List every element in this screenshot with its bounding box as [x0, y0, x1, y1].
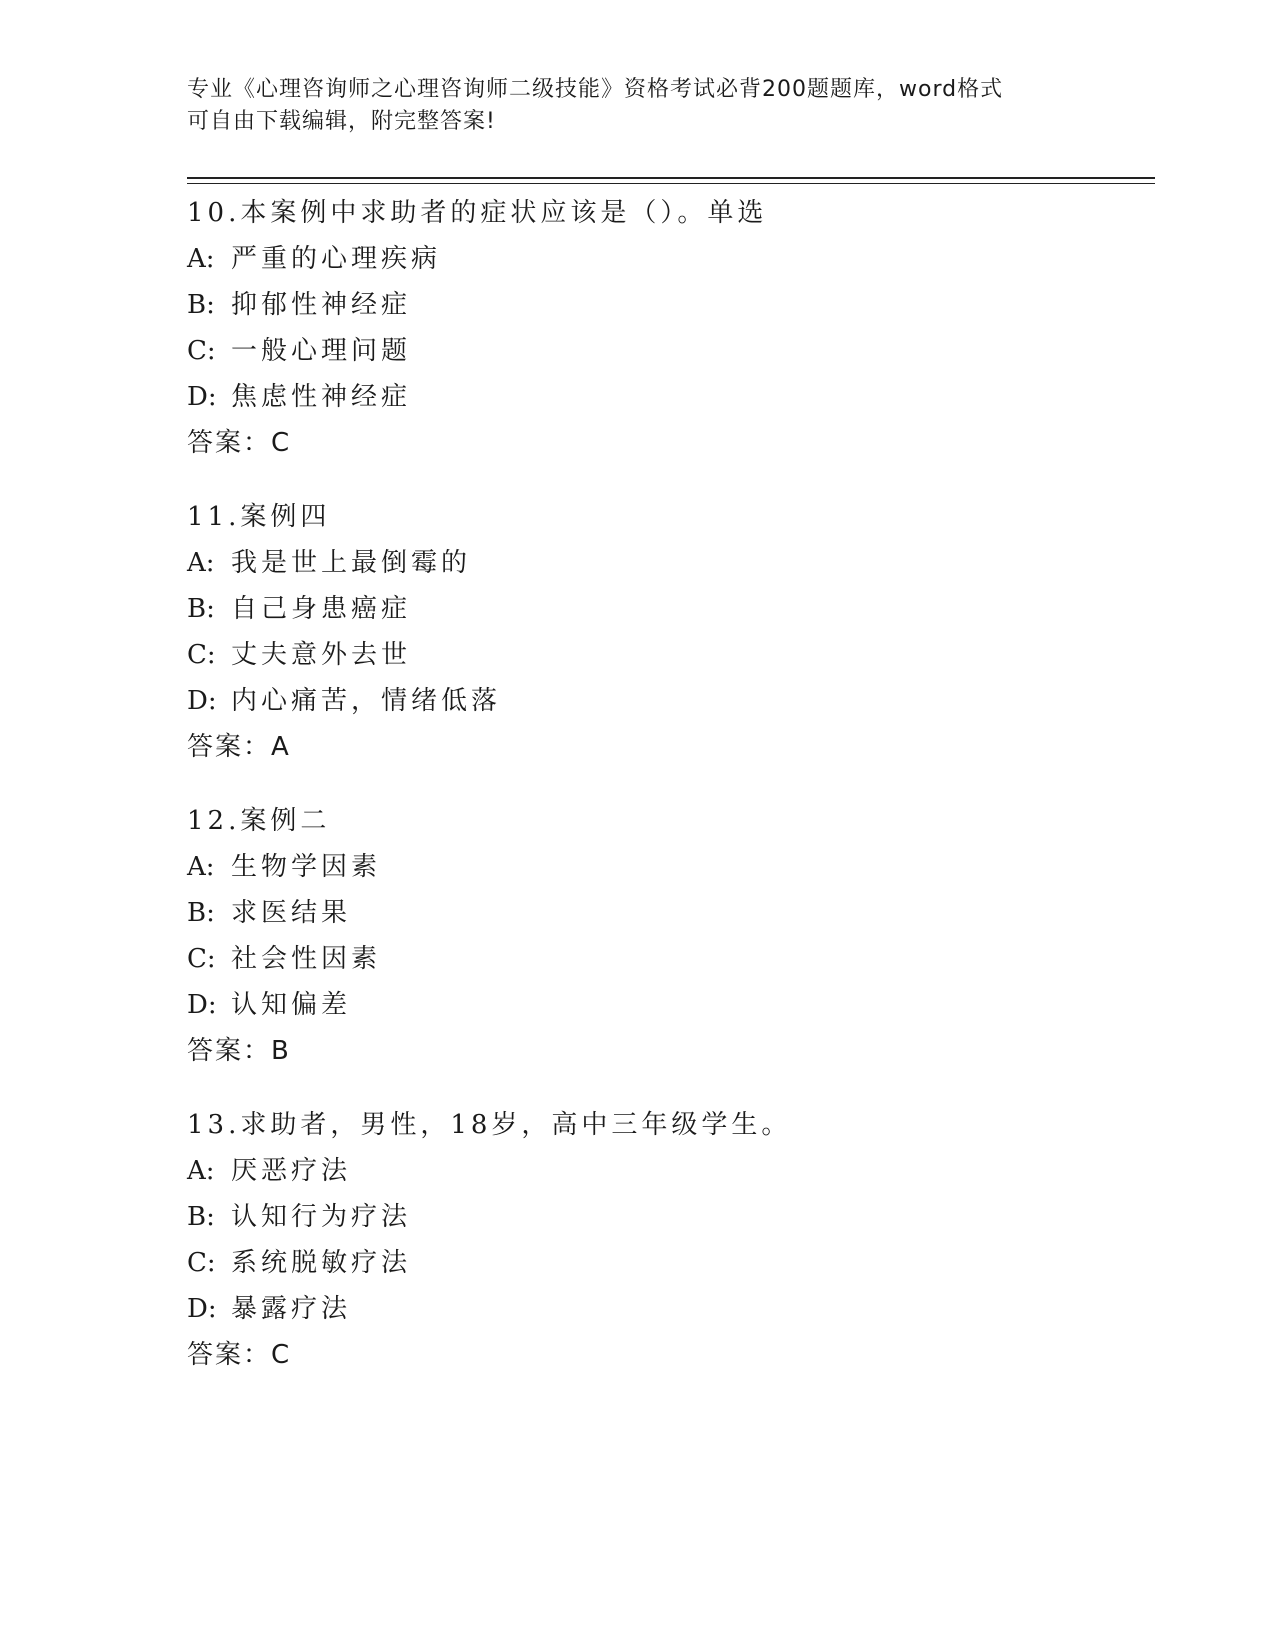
option-text: 认知行为疗法 — [231, 1202, 412, 1232]
document-header — [187, 74, 1087, 138]
option-letter: C: — [187, 640, 216, 670]
option-b — [187, 1194, 1147, 1240]
header-line-2: 可自由下载编辑，附完整答案! — [187, 109, 496, 134]
question-stem: 13.求助者，男性，18岁，高中三年级学生。 — [187, 1110, 792, 1140]
option-text: 自己身患癌症 — [231, 594, 412, 624]
option-text: 我是世上最倒霉的 — [231, 548, 472, 578]
option-letter: D: — [187, 990, 217, 1020]
option-d — [187, 678, 1147, 724]
option-letter: C: — [187, 1248, 216, 1278]
option-text: 暴露疗法 — [231, 1294, 352, 1324]
option-letter: C: — [187, 944, 216, 974]
option-a — [187, 844, 1147, 890]
option-letter: D: — [187, 1294, 217, 1324]
option-text: 社会性因素 — [231, 944, 382, 974]
question-item — [187, 798, 1147, 1074]
question-item — [187, 494, 1147, 770]
option-text: 焦虑性神经症 — [231, 382, 412, 412]
option-c — [187, 632, 1147, 678]
header-divider-thick — [187, 177, 1155, 179]
question-stem: 11.案例四 — [187, 502, 331, 532]
question-item — [187, 1102, 1147, 1378]
option-a — [187, 540, 1147, 586]
option-d — [187, 982, 1147, 1028]
header-divider-thin — [187, 183, 1155, 184]
answer-line: 答案：C — [187, 1340, 292, 1370]
option-b — [187, 890, 1147, 936]
answer-line: 答案：C — [187, 428, 292, 458]
answer-line: 答案：B — [187, 1036, 291, 1066]
option-text: 厌恶疗法 — [231, 1156, 352, 1186]
option-text: 内心痛苦，情绪低落 — [231, 686, 502, 716]
option-d — [187, 374, 1147, 420]
option-letter: C: — [187, 336, 216, 366]
question-item — [187, 190, 1147, 466]
option-a — [187, 236, 1147, 282]
option-a — [187, 1148, 1147, 1194]
option-letter: D: — [187, 382, 217, 412]
option-text: 生物学因素 — [231, 852, 382, 882]
option-d — [187, 1286, 1147, 1332]
option-letter: B: — [187, 290, 215, 320]
option-text: 严重的心理疾病 — [231, 244, 442, 274]
option-b — [187, 282, 1147, 328]
option-letter: A: — [187, 244, 215, 274]
option-text: 丈夫意外去世 — [231, 640, 412, 670]
option-letter: A: — [187, 1156, 215, 1186]
question-list — [187, 190, 1147, 1406]
option-text: 系统脱敏疗法 — [231, 1248, 412, 1278]
option-text: 求医结果 — [231, 898, 352, 928]
option-letter: B: — [187, 898, 215, 928]
option-letter: B: — [187, 1202, 215, 1232]
option-letter: A: — [187, 548, 215, 578]
option-c — [187, 328, 1147, 374]
option-c — [187, 1240, 1147, 1286]
question-stem: 12.案例二 — [187, 806, 331, 836]
option-c — [187, 936, 1147, 982]
answer-line: 答案：A — [187, 732, 291, 762]
option-b — [187, 586, 1147, 632]
option-text: 一般心理问题 — [231, 336, 412, 366]
option-text: 抑郁性神经症 — [231, 290, 412, 320]
option-letter: D: — [187, 686, 217, 716]
header-line-1: 专业《心理咨询师之心理咨询师二级技能》资格考试必背200题题库，word格式 — [187, 77, 1004, 102]
option-text: 认知偏差 — [231, 990, 352, 1020]
option-letter: A: — [187, 852, 215, 882]
option-letter: B: — [187, 594, 215, 624]
question-stem: 10.本案例中求助者的症状应该是（）。单选 — [187, 198, 768, 228]
